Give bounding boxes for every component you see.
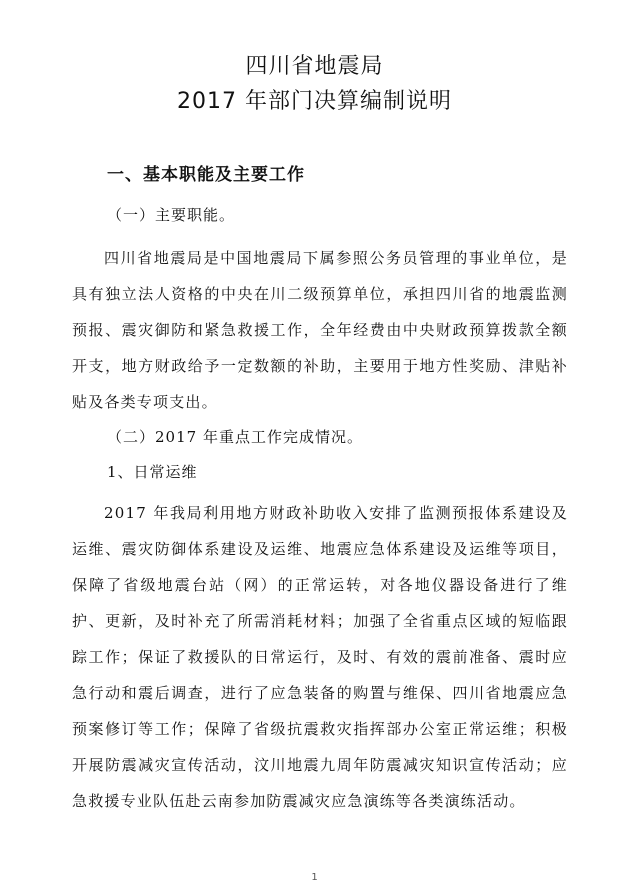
section-heading-basic-functions: 一、基本职能及主要工作 xyxy=(107,165,305,185)
item-heading-daily-operations: 1、日常运维 xyxy=(107,463,198,481)
paragraph-main-functions: 四川省地震局是中国地震局下属参照公务员管理的事业单位，是具有独立法人资格的中央在川二级预算单位，承担四川省的地震监测预报、震灾御防和紧急救援工作，全年经费由中央财政预算拨款全额开支，地方财政给予一定数额的补助，主要用于地方性奖励、津贴补贴及各类专项支出。 xyxy=(72,249,568,411)
document-title-line2: 2017 年部门决算编制说明 xyxy=(177,89,452,114)
page-number: 1 xyxy=(311,872,318,883)
paragraph-daily-operations: 2017 年我局利用地方财政补助收入安排了监测预报体系建设及运维、震灾防御体系建设及运维、地震应急体系建设及运维等项目，保障了省级地震台站（网）的正常运转，对各地仪器设备进行了维护、更新，及时补充了所需消耗材料；加强了全省重点区域的短临跟踪工作；保证了救援队的日常运行，及时、有效的震前准备、震时应急行动和震后调查，进行了应急装备的购置与维保、四川省地震应急预案修订等工作；保障了省级抗震救灾指挥部办公室正常运维；积极开展防震减灾宣传活动，汶川地震九周年防震减灾知识宣传活动；应急救援专业队伍赴云南参加防震减灾应急演练等各类演练活动。 xyxy=(72,504,568,810)
document-title-line1: 四川省地震局 xyxy=(245,54,384,79)
subsection-heading-main-functions: （一）主要职能。 xyxy=(107,206,236,224)
subsection-heading-key-work: （二）2017 年重点工作完成情况。 xyxy=(107,428,363,446)
